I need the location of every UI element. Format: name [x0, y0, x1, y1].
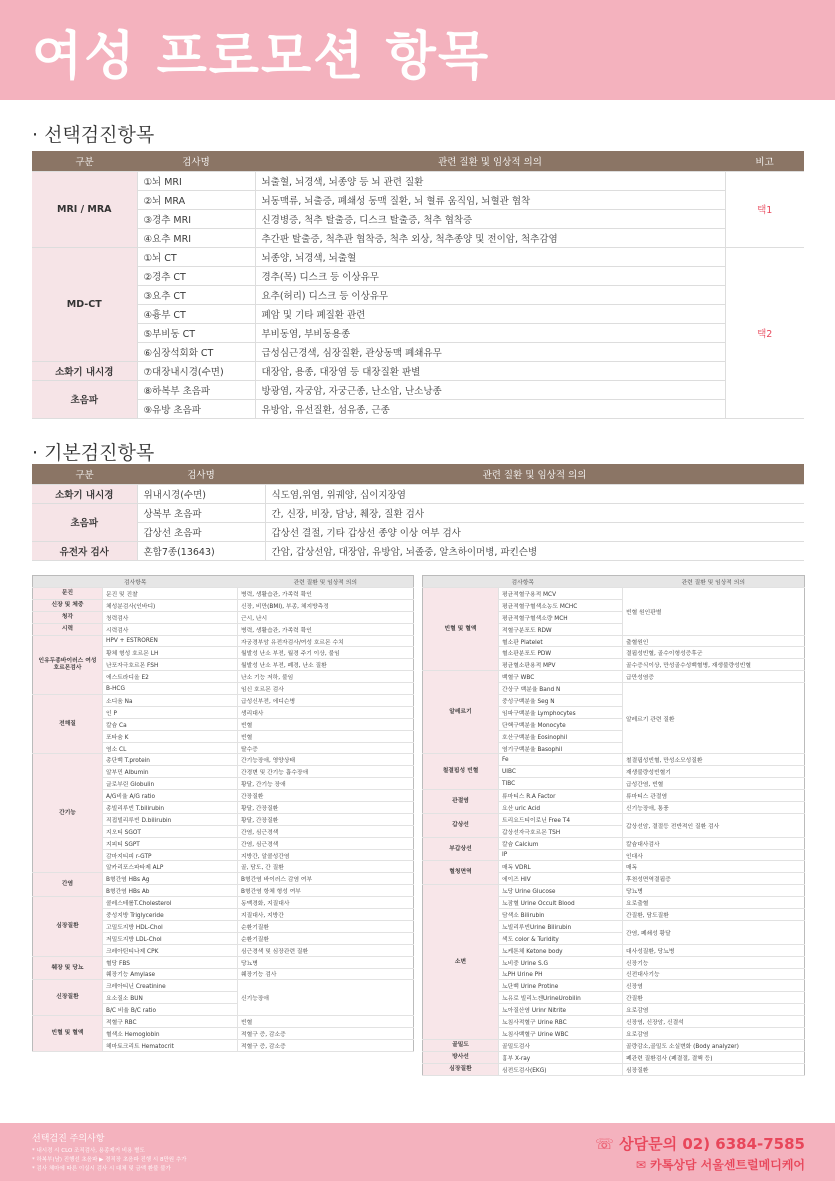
test-name: HPV + ESTROREN	[103, 635, 238, 647]
exam-name: 상복부 초음파	[137, 503, 265, 522]
test-name: 적혈구 RBC	[103, 1016, 238, 1028]
category-cell: 유전자 검사	[32, 541, 137, 560]
exam-name: ①뇌 MRI	[137, 171, 255, 190]
test-name: 크레아티닌 Creatinine	[103, 980, 238, 992]
test-name: 체성분검사(인바디)	[103, 599, 238, 611]
test-description: 간경변 및 간기능 흡수장애	[238, 766, 414, 778]
exam-description: 간암, 갑상선암, 대장암, 유방암, 뇌졸중, 알츠하이머병, 파킨슨병	[265, 541, 804, 560]
test-description: 요로출혈	[623, 897, 805, 909]
test-name: 고밀도지방 HDL-Chol	[103, 920, 238, 932]
test-description: 요로감염	[623, 1027, 805, 1039]
test-description: 간질환	[623, 992, 805, 1004]
test-description: 신장염, 신장암, 신결석	[623, 1016, 805, 1028]
test-name: 뇨아질산염 Urinr Nitrite	[499, 1004, 623, 1016]
exam-name: ⑨유방 초음파	[137, 399, 255, 418]
test-name: 혈소판분포도 PDW	[499, 647, 623, 659]
column-header: 구분	[32, 151, 137, 171]
table-row	[32, 266, 804, 285]
exam-name: ②뇌 MRA	[137, 190, 255, 209]
category-cell: 초음파	[32, 380, 137, 418]
test-description: 황달, 간장질환	[238, 802, 414, 814]
test-description: 순환기질환	[238, 932, 414, 944]
exam-name: ⑦대장내시경(수면)	[137, 361, 255, 380]
test-description: 류마티스 관절염	[623, 790, 805, 802]
choice-note: 택2	[725, 247, 804, 418]
table-row	[33, 635, 414, 647]
test-name: 심전도검사(EKG)	[499, 1063, 623, 1075]
test-name: 포타슘 K	[103, 730, 238, 742]
table-row	[33, 873, 414, 885]
test-name: 담색소 Bilirubin	[499, 909, 623, 921]
test-description: 동맥경화, 지질대사	[238, 897, 414, 909]
category-cell: 갑상선	[423, 813, 499, 837]
test-description: 급성간염, 빈혈	[623, 778, 805, 790]
test-name: 지피티 SGPT	[103, 837, 238, 849]
test-name: 호산구백분율 Eosinophil	[499, 730, 623, 742]
phone-icon: ☏	[595, 1135, 620, 1153]
test-name: 색도 color & Turidity	[499, 932, 623, 944]
exam-description: 뇌출혈, 뇌경색, 뇌종양 등 뇌 관련 질환	[255, 171, 725, 190]
test-description: 요로감염	[623, 1004, 805, 1016]
table-row	[33, 1016, 414, 1028]
table-row	[423, 885, 805, 897]
table-row	[423, 790, 805, 802]
test-name: 뇨침사백혈구 Urine WBC	[499, 1027, 623, 1039]
test-name: Fe	[499, 754, 623, 766]
footer-note: * 검사 체마에 따른 이실시 검사 시 대체 및 금액 환불 불가	[32, 1166, 171, 1172]
test-description: 출혈원인	[623, 635, 805, 647]
kakao-text: 카톡상담 서울센트럴메디케어	[650, 1158, 805, 1172]
test-name: 요소질소 BUN	[103, 992, 238, 1004]
table-row	[423, 1051, 805, 1063]
test-name: 뇨케톤체 Ketone body	[499, 944, 623, 956]
test-description: 갑상선암, 결절등 전반적인 질환 검사	[623, 813, 805, 837]
table-row	[33, 956, 414, 968]
table-row	[33, 623, 414, 635]
basic-section-title: · 기본검진항목	[32, 442, 155, 464]
test-name: B/C 비율 B/C ratio	[103, 1004, 238, 1016]
test-description: 알레르기 관련 질환	[623, 683, 805, 754]
table-row	[32, 304, 804, 323]
category-cell: 심장질환	[33, 897, 103, 956]
exam-description: 식도염,위염, 위궤양, 십이지장염	[265, 484, 804, 503]
test-name: 직접빌리루빈 D.bilirubin	[103, 813, 238, 825]
table-row	[32, 209, 804, 228]
test-description: 생리대사	[238, 706, 414, 718]
table-row	[33, 611, 414, 623]
table-row	[32, 399, 804, 418]
test-description: 간염, 심근경색	[238, 837, 414, 849]
table-row	[33, 599, 414, 611]
test-name: 췌장기능 Amylase	[103, 968, 238, 980]
column-header: 관련 질환 및 임상적 의의	[623, 576, 805, 588]
table-row	[32, 342, 804, 361]
table-row	[33, 980, 414, 992]
exam-name: ③요추 CT	[137, 285, 255, 304]
test-name: 흉부 X-ray	[499, 1051, 623, 1063]
test-description: 당뇨병	[623, 885, 805, 897]
category-cell: 부갑상선	[423, 837, 499, 861]
test-name: 글로부린 Globulin	[103, 778, 238, 790]
test-description: 빈혈	[238, 730, 414, 742]
test-name: 중성구백분율 Seg N	[499, 695, 623, 707]
category-cell: 인유두종바이러스 여성호르몬검사	[33, 635, 103, 694]
category-cell: 빈혈 및 혈액	[423, 588, 499, 671]
column-header: 관련 질환 및 임상적 의의	[255, 151, 725, 171]
table-row	[423, 671, 805, 683]
test-description: 임신 호르몬 검사	[238, 683, 414, 695]
page-title: 여성 프로모션 항목	[32, 27, 491, 87]
exam-description: 부비동염, 부비동용종	[255, 323, 725, 342]
test-description: 신기능장애, 통풍	[623, 802, 805, 814]
exam-name: 갑상선 초음파	[137, 522, 265, 541]
category-cell: 소화기 내시경	[32, 484, 137, 503]
phone-text: 상담문의 02) 6384-7585	[619, 1135, 805, 1153]
test-name: TIBC	[499, 778, 623, 790]
exam-description: 신경병증, 척추 탈출증, 디스크 탈출증, 척추 협착증	[255, 209, 725, 228]
column-header: 검사명	[137, 464, 265, 484]
test-description: 자궁경부암 유전자검사/여성 호르몬 수치	[238, 635, 414, 647]
test-description: 순환기질환	[238, 920, 414, 932]
category-cell: 간염	[33, 873, 103, 897]
table-row	[32, 484, 804, 503]
category-cell: 관절염	[423, 790, 499, 814]
exam-name: ③경추 MRI	[137, 209, 255, 228]
test-description: 골수증식이상, 만성골수성백혈병, 재생불량성빈혈	[623, 659, 805, 671]
test-description: 근시, 난시	[238, 611, 414, 623]
test-description: 빈혈	[238, 1016, 414, 1028]
chat-icon: ✉	[635, 1158, 651, 1172]
table-row	[32, 380, 804, 399]
test-description: 당뇨병	[238, 956, 414, 968]
test-description: 난소 기능 저하, 불임	[238, 671, 414, 683]
test-name: 골밀도검사	[499, 1039, 623, 1051]
category-cell: MD-CT	[32, 247, 137, 361]
exam-description: 요추(허리) 디스크 등 이상유무	[255, 285, 725, 304]
test-name: 콜레스테롤T.Cholesterol	[103, 897, 238, 909]
table-row	[32, 323, 804, 342]
column-header: 구분	[32, 464, 137, 484]
category-cell: 알레르기	[423, 671, 499, 754]
test-name: B-HCG	[103, 683, 238, 695]
test-name: 염기구백분율 Basophil	[499, 742, 623, 754]
category-cell: 신장질환	[33, 980, 103, 1016]
exam-name: 위내시경(수면)	[137, 484, 265, 503]
test-description: 재생불량성빈혈기	[623, 766, 805, 778]
category-cell: 철결핍성 빈혈	[423, 754, 499, 790]
test-name: 갑상선자극호르몬 TSH	[499, 825, 623, 837]
test-description: 대사성질환, 당뇨병	[623, 944, 805, 956]
table-row	[32, 541, 804, 560]
category-cell: 소화기 내시경	[32, 361, 137, 380]
test-description: 병력, 생활습관, 가족력 확인	[238, 588, 414, 600]
test-name: 칼슘 Ca	[103, 718, 238, 730]
table-row	[32, 522, 804, 541]
test-name: 칼슘 Calcium	[499, 837, 623, 849]
category-cell: 방사선	[423, 1051, 499, 1063]
table-row	[423, 1063, 805, 1075]
test-description: 급성신부전, 에디슨병	[238, 695, 414, 707]
exam-name: ④요추 MRI	[137, 228, 255, 247]
phone-contact[interactable]	[595, 1133, 805, 1154]
test-name: 총빌리루빈 T.bilirubin	[103, 802, 238, 814]
table-row	[32, 247, 804, 266]
test-description: 월발성 난소 부전, 월경 주기 이상, 불임	[238, 647, 414, 659]
test-name: B형간염 HBs Ag	[103, 873, 238, 885]
test-description: 매독	[623, 861, 805, 873]
optional-exam-table	[32, 151, 804, 419]
basic-exam-table	[32, 464, 804, 561]
table-row	[423, 588, 805, 600]
test-name: 에이즈 HIV	[499, 873, 623, 885]
test-description: 탈수증	[238, 742, 414, 754]
choice-note: 택1	[725, 171, 804, 247]
test-description: 폐관련 질환검사 (폐결절, 결핵 등)	[623, 1051, 805, 1063]
test-name: UIBC	[499, 766, 623, 778]
test-name: 단핵구백분율 Monocyte	[499, 718, 623, 730]
test-name: 알부민 Albumin	[103, 766, 238, 778]
category-cell: 청각	[33, 611, 103, 623]
test-description: 간기능장애, 영양상태	[238, 754, 414, 766]
test-description: 월발성 난소 부전, 폐경, 난소 질환	[238, 659, 414, 671]
table-row	[32, 285, 804, 304]
table-row	[32, 503, 804, 522]
table-row	[33, 588, 414, 600]
test-name: 평균적혈구혈색소농도 MCHC	[499, 599, 623, 611]
test-name: 뇨빌리루빈Urine Bilirubin	[499, 920, 623, 932]
test-name: 감마지티피 r-GTP	[103, 849, 238, 861]
column-header: 관련 질환 및 임상적 의의	[238, 576, 414, 588]
test-name: 크레아틴티나제 CPK	[103, 944, 238, 956]
test-name: 뇨침사적혈구 Urine RBC	[499, 1016, 623, 1028]
exam-description: 갑상선 결절, 기타 갑상선 종양 이상 여부 검사	[265, 522, 804, 541]
test-description: 신기능장애	[238, 980, 414, 1016]
table-row	[423, 813, 805, 825]
footer-title: 선택검진 주의사항	[32, 1134, 105, 1144]
exam-description: 뇌동맥류, 뇌출증, 폐쇄성 동맥 질환, 뇌 혈류 움직임, 뇌혈관 협착	[255, 190, 725, 209]
test-description: 빈혈	[238, 718, 414, 730]
exam-description: 추간판 탈출증, 척추관 협착증, 척추 외상, 척추종양 및 전이암, 척추감염	[255, 228, 725, 247]
table-row	[423, 1039, 805, 1051]
test-name: 난포자극호르몬 FSH	[103, 659, 238, 671]
test-name: 에스트라디올 E2	[103, 671, 238, 683]
table-row	[423, 837, 805, 849]
test-name: 인 P	[103, 706, 238, 718]
test-description: 신장, 비만(BMI), 부종, 체지방측정	[238, 599, 414, 611]
test-description: 신장염	[623, 980, 805, 992]
column-header: 비고	[725, 151, 804, 171]
table-row	[423, 754, 805, 766]
category-cell: 전해질	[33, 695, 103, 754]
test-description: 신장기능	[623, 956, 805, 968]
column-header: 검사항목	[33, 576, 238, 588]
test-description: 간염, 폐쇄성 황달	[623, 920, 805, 944]
exam-name: ⑤부비동 CT	[137, 323, 255, 342]
table-row	[33, 695, 414, 707]
test-name: 알카리포스파타제 ALP	[103, 861, 238, 873]
test-description: 지방간, 알콜성간염	[238, 849, 414, 861]
test-name: 소디움 Na	[103, 695, 238, 707]
footer-note: * 내시경 시 CLO 조직검사, 용종제거 비용 별도	[32, 1148, 145, 1154]
test-description: 빈혈 원인판별	[623, 588, 805, 636]
exam-description: 폐암 및 기타 폐질환 관련	[255, 304, 725, 323]
test-description: B형간염 바이러스 감염 여부	[238, 873, 414, 885]
test-name: 뇨비중 Urine S.G	[499, 956, 623, 968]
exam-description: 대장암, 용종, 대장염 등 대장질환 판별	[255, 361, 725, 380]
test-name: 평균적혈구혈색소량 MCH	[499, 611, 623, 623]
test-description: 병력, 생활습관, 가족력 확인	[238, 623, 414, 635]
test-description: 적혈구 증, 감소증	[238, 1039, 414, 1051]
category-cell: 빈혈 및 혈액	[33, 1016, 103, 1052]
column-header: 검사항목	[423, 576, 623, 588]
test-description: 결핍성빈혈, 골수이형성증후군	[623, 647, 805, 659]
test-name: 염소 CL	[103, 742, 238, 754]
test-description: 급만성염증	[623, 671, 805, 683]
exam-description: 뇌종양, 뇌경색, 뇌출혈	[255, 247, 725, 266]
footer	[0, 1123, 835, 1181]
category-cell: MRI / MRA	[32, 171, 137, 247]
table-row	[33, 754, 414, 766]
test-name: 뇨유로 빌리노겐UrineUrobilin	[499, 992, 623, 1004]
test-description: 철결핍성빈혈, 만성소모성질환	[623, 754, 805, 766]
category-cell: 문진	[33, 588, 103, 600]
test-name: 평균혈소판용적 MPV	[499, 659, 623, 671]
column-header: 검사명	[137, 151, 255, 171]
category-cell: 간기능	[33, 754, 103, 873]
test-name: 요산 uric Acid	[499, 802, 623, 814]
test-name: 지오티 SGOT	[103, 825, 238, 837]
test-name: 매독 VDRL	[499, 861, 623, 873]
table-row	[423, 861, 805, 873]
test-description: 신전대사기능	[623, 968, 805, 980]
header-banner	[0, 0, 835, 100]
test-name: 시력검사	[103, 623, 238, 635]
table-row	[32, 171, 804, 190]
test-name: 청력검사	[103, 611, 238, 623]
exam-name: 혼합7종(13643)	[137, 541, 265, 560]
category-cell: 혈청면역	[423, 861, 499, 885]
test-description: 골량감소,골밀도 소실변화 (Body analyzer)	[623, 1039, 805, 1051]
test-description: 심장질환	[623, 1063, 805, 1075]
category-cell: 소변	[423, 885, 499, 1040]
test-description: 인대사	[623, 849, 805, 861]
test-name: 뇨단백 Urine Protine	[499, 980, 623, 992]
test-description: 적혈구 증, 감소증	[238, 1027, 414, 1039]
test-description: 골, 담도, 간 질환	[238, 861, 414, 873]
test-name: 백혈구 WBC	[499, 671, 623, 683]
kakao-contact[interactable]	[636, 1156, 805, 1173]
test-name: 황체 형성 호르몬 LH	[103, 647, 238, 659]
exam-description: 유방암, 유선질환, 섬유종, 근종	[255, 399, 725, 418]
test-name: 뇨잠혈 Urine Occult Blood	[499, 897, 623, 909]
test-name: 혈색소 Hemoglobin	[103, 1027, 238, 1039]
test-description: 황달, 간기능 장애	[238, 778, 414, 790]
table-row	[32, 228, 804, 247]
exam-name: ⑥심장석회화 CT	[137, 342, 255, 361]
column-header: 관련 질환 및 임상적 의의	[265, 464, 804, 484]
exam-description: 간, 신장, 비장, 담낭, 췌장, 질환 검사	[265, 503, 804, 522]
exam-description: 방광염, 자궁암, 자궁근종, 난소암, 난소낭종	[255, 380, 725, 399]
test-name: B형간염 HBs Ab	[103, 885, 238, 897]
test-description: 간염, 심근경색	[238, 825, 414, 837]
test-name: 적혈구분포도 RDW	[499, 623, 623, 635]
test-name: 혈당 FBS	[103, 956, 238, 968]
test-name: 뇨당 Urine Glucose	[499, 885, 623, 897]
test-description: 지질대사, 지방간	[238, 909, 414, 921]
test-description: 칼슘대사검사	[623, 837, 805, 849]
test-name: 평균적혈구용적 MCV	[499, 588, 623, 600]
test-name: 트리요드티이로닌 Free T4	[499, 813, 623, 825]
test-description: 간장질환	[238, 790, 414, 802]
optional-section-title: · 선택검진항목	[32, 124, 155, 146]
category-cell: 심장질환	[423, 1063, 499, 1075]
category-cell: 초음파	[32, 503, 137, 541]
test-name: 임파구백분율 Lymphocytes	[499, 706, 623, 718]
exam-description: 경추(목) 디스크 등 이상유무	[255, 266, 725, 285]
exam-name: ④흉부 CT	[137, 304, 255, 323]
exam-description: 급성심근경색, 심장질환, 관상동맥 폐쇄유무	[255, 342, 725, 361]
test-description: 심근경색 및 심장관련 질환	[238, 944, 414, 956]
footer-note: * 하복부(남) 진행선 초음파 ▶ 경직장 초음파 진행 시 8만원 추가	[32, 1157, 187, 1163]
exam-name: ⑧하복부 초음파	[137, 380, 255, 399]
right-detail-table	[422, 575, 805, 1076]
table-row	[33, 897, 414, 909]
test-name: 헤마토크리트 Hematocrit	[103, 1039, 238, 1051]
test-name: 혈소판 Platelet	[499, 635, 623, 647]
test-name: 문진 및 진찰	[103, 588, 238, 600]
test-description: 간질환, 담도질환	[623, 909, 805, 921]
test-description: 후천성면역결핍증	[623, 873, 805, 885]
test-name: 류마티스 R.A Factor	[499, 790, 623, 802]
test-name: 중성지방 Triglyceride	[103, 909, 238, 921]
test-name: IP	[499, 849, 623, 861]
test-name: 총단백 T.protein	[103, 754, 238, 766]
exam-name: ①뇌 CT	[137, 247, 255, 266]
test-description: 췌장기능 검사	[238, 968, 414, 980]
exam-name: ②경추 CT	[137, 266, 255, 285]
category-cell: 신장 및 체중	[33, 599, 103, 611]
category-cell: 골밀도	[423, 1039, 499, 1051]
left-detail-table	[32, 575, 414, 1052]
category-cell: 시력	[33, 623, 103, 635]
test-description: 황달, 간장질환	[238, 813, 414, 825]
test-name: 저밀도지방 LDL-Chol	[103, 932, 238, 944]
table-row	[32, 190, 804, 209]
category-cell: 췌장 및 당뇨	[33, 956, 103, 980]
test-description: B형간염 항체 형성 여부	[238, 885, 414, 897]
test-name: 간상구 백분율 Band N	[499, 683, 623, 695]
table-row	[32, 361, 804, 380]
test-name: 뇨PH Urine PH	[499, 968, 623, 980]
test-name: A/G비율 A/G ratio	[103, 790, 238, 802]
